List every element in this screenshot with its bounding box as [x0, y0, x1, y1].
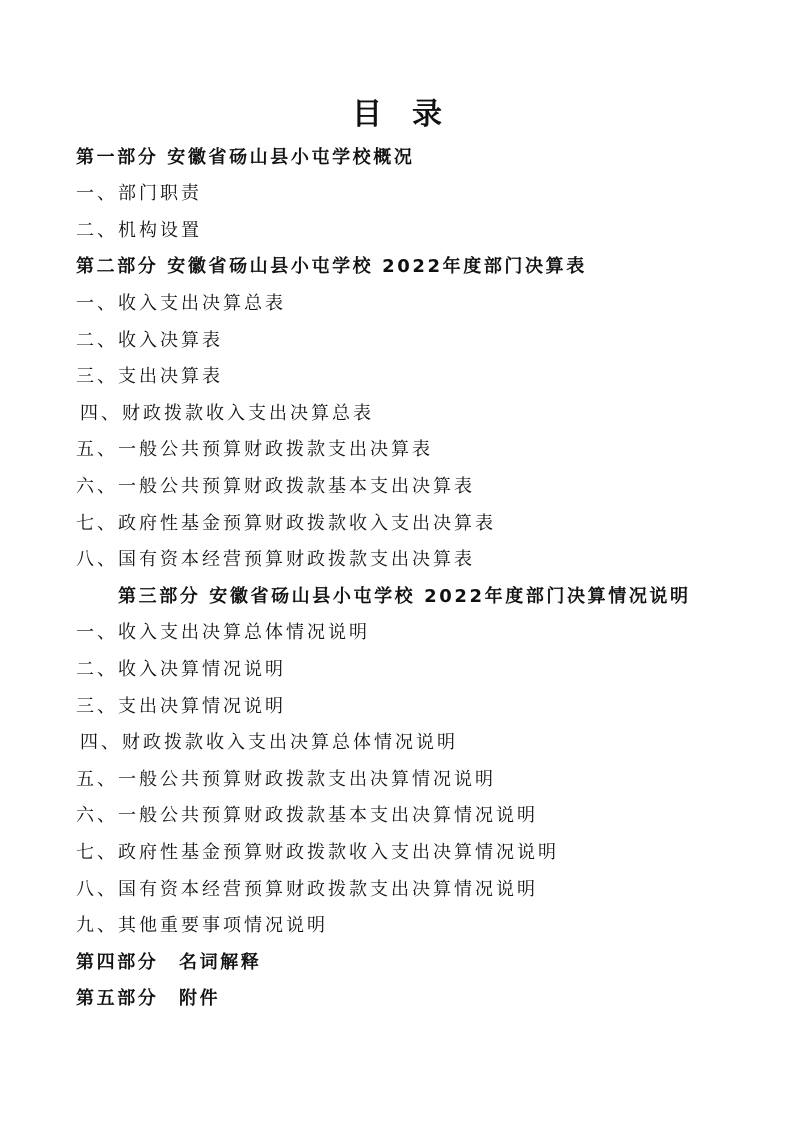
toc-item: 一、部门职责 [76, 183, 202, 205]
toc-item: 六、一般公共预算财政拨款基本支出决算情况说明 [76, 805, 538, 827]
toc-item: 二、机构设置 [76, 219, 202, 241]
toc-item: 三、支出决算表 [76, 366, 223, 388]
toc-part-heading: 第三部分 安徽省砀山县小屯学校 2022年度部门决算情况说明 [118, 585, 691, 607]
toc-item: 一、收入支出决算总表 [76, 293, 286, 315]
toc-item: 六、一般公共预算财政拨款基本支出决算表 [76, 476, 475, 498]
toc-item: 二、收入决算表 [76, 329, 223, 351]
toc-part-heading: 第二部分 安徽省砀山县小屯学校 2022年度部门决算表 [76, 256, 587, 278]
toc-part-heading: 第四部分 名词解释 [76, 951, 262, 973]
toc-item: 八、国有资本经营预算财政拨款支出决算表 [76, 549, 475, 571]
toc-item: 五、一般公共预算财政拨款支出决算表 [76, 439, 433, 461]
toc-item: 七、政府性基金预算财政拨款收入支出决算表 [76, 512, 496, 534]
toc-item: 四、财政拨款收入支出决算总体情况说明 [80, 732, 458, 754]
toc-item: 一、收入支出决算总体情况说明 [76, 622, 370, 644]
toc-item: 四、财政拨款收入支出决算总表 [80, 402, 374, 424]
toc-item: 五、一般公共预算财政拨款支出决算情况说明 [76, 768, 496, 790]
toc-item: 二、收入决算情况说明 [76, 659, 286, 680]
toc-item: 九、其他重要事项情况说明 [76, 915, 328, 937]
toc-part-heading: 第一部分 安徽省砀山县小屯学校概况 [76, 146, 415, 168]
table-of-contents [0, 140, 794, 1018]
toc-item: 三、支出决算情况说明 [76, 695, 286, 717]
toc-part-heading: 第五部分 附件 [76, 988, 221, 1010]
page-title: 目 录 [352, 97, 442, 132]
toc-item: 七、政府性基金预算财政拨款收入支出决算情况说明 [76, 841, 559, 863]
toc-item: 八、国有资本经营预算财政拨款支出决算情况说明 [76, 878, 538, 900]
